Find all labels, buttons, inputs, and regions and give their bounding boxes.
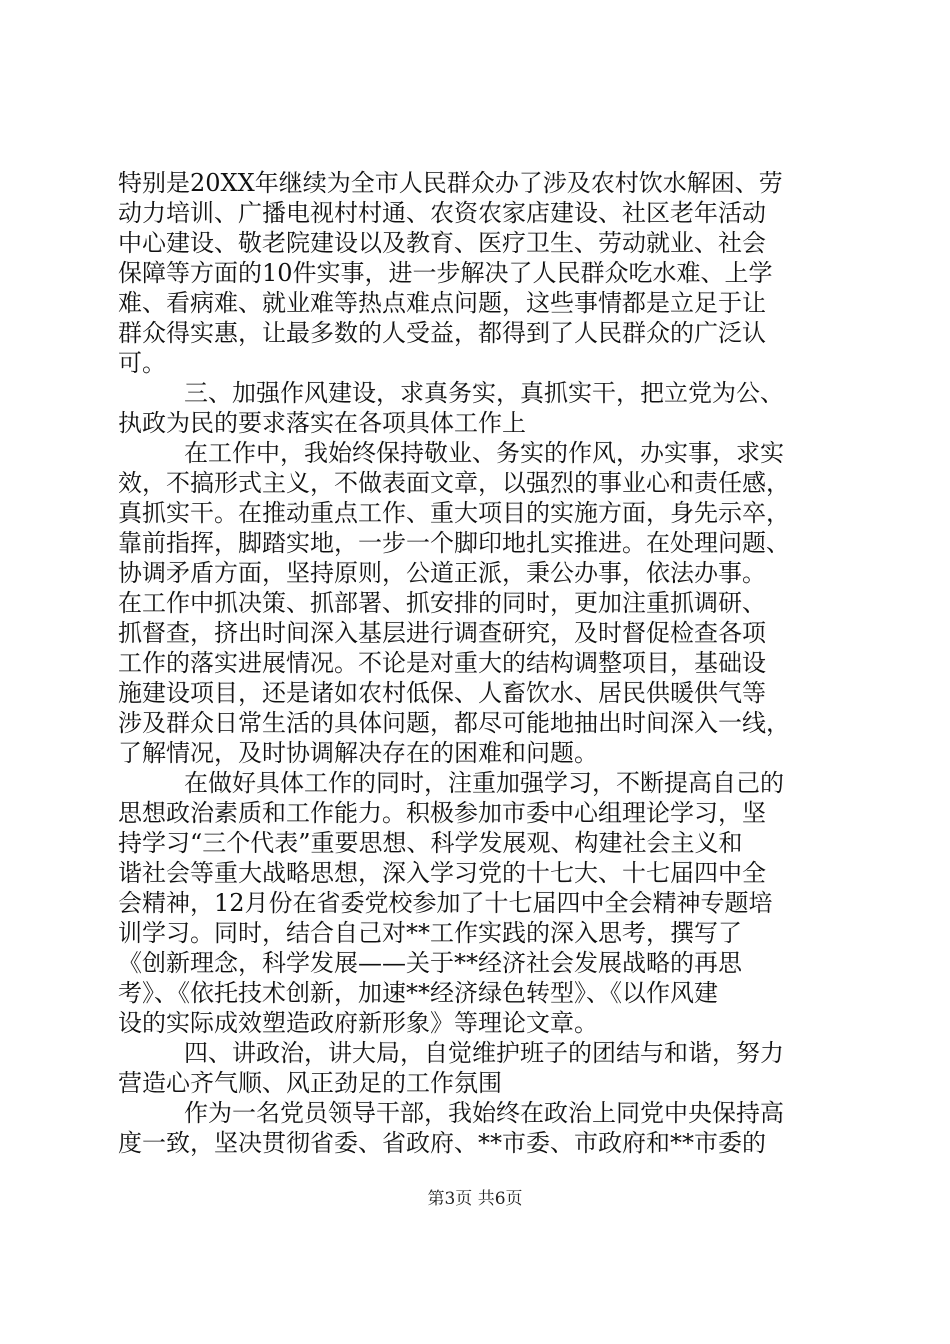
text-line: 度一致，坚决贯彻省委、省政府、**市委、市政府和**市委的: [118, 1129, 766, 1157]
text-line: 工作的落实进展情况。不论是对重大的结构调整项目，基础设: [118, 649, 766, 677]
section-heading-continued: 营造心齐气顺、风正劲足的工作氛围: [118, 1069, 502, 1097]
text-line: 涉及群众日常生活的具体问题，都尽可能地抽出时间深入一线，: [118, 709, 790, 737]
text-line: 施建设项目，还是诸如农村低保、人畜饮水、居民供暖供气等: [118, 679, 766, 707]
text-line: 抓督查，挤出时间深入基层进行调查研究，及时督促检查各项: [118, 619, 766, 647]
text-line: 考》、《依托技术创新，加速**经济绿色转型》、《以作风建: [118, 979, 718, 1007]
paragraph-start: 在做好具体工作的同时，注重加强学习，不断提高自己的: [184, 769, 784, 797]
text-line: 真抓实干。在推动重点工作、重大项目的实施方面，身先示卒，: [118, 499, 790, 527]
text-line: 动力培训、广播电视村村通、农资农家店建设、社区老年活动: [118, 199, 766, 227]
text-line: 中心建设、敬老院建设以及教育、医疗卫生、劳动就业、社会: [118, 229, 766, 257]
text-line: 在工作中抓决策、抓部署、抓安排的同时，更加注重抓调研、: [118, 589, 766, 617]
text-line: 可。: [118, 349, 166, 377]
text-line: 难、看病难、就业难等热点难点问题，这些事情都是立足于让: [118, 289, 766, 317]
text-line: 保障等方面的10件实事，进一步解决了人民群众吃水难、上学: [118, 259, 773, 287]
section-heading: 三、加强作风建设，求真务实，真抓实干，把立党为公、: [184, 379, 784, 407]
section-heading-continued: 执政为民的要求落实在各项具体工作上: [118, 409, 526, 437]
text-line: 持学习“三个代表”重要思想、科学发展观、构建社会主义和: [118, 829, 743, 857]
text-line: 设的实际成效塑造政府新形象》等理论文章。: [118, 1009, 598, 1037]
text-line: 《创新理念，科学发展——关于**经济社会发展战略的再思: [118, 949, 742, 977]
page-footer: 第3页 共6页: [427, 1189, 523, 1209]
text-line: 会精神，12月份在省委党校参加了十七届四中全会精神专题培: [118, 889, 773, 917]
text-line: 靠前指挥，脚踏实地，一步一个脚印地扎实推进。在处理问题、: [118, 529, 790, 557]
text-line: 了解情况，及时协调解决存在的困难和问题。: [118, 739, 598, 767]
text-line: 思想政治素质和工作能力。积极参加市委中心组理论学习，坚: [118, 799, 766, 827]
text-line: 训学习。同时，结合自己对**工作实践的深入思考，撰写了: [118, 919, 742, 947]
section-heading: 四、讲政治，讲大局，自觉维护班子的团结与和谐，努力: [184, 1039, 784, 1067]
text-line: 效，不搞形式主义，不做表面文章，以强烈的事业心和责任感，: [118, 469, 790, 497]
text-line: 协调矛盾方面，坚持原则，公道正派，秉公办事，依法办事。: [118, 559, 766, 587]
text-line: 谐社会等重大战略思想，深入学习党的十七大、十七届四中全: [118, 859, 766, 887]
paragraph-start: 作为一名党员领导干部，我始终在政治上同党中央保持高: [184, 1099, 784, 1127]
text-line: 特别是20XX年继续为全市人民群众办了涉及农村饮水解困、劳: [118, 169, 783, 197]
paragraph-start: 在工作中，我始终保持敬业、务实的作风，办实事，求实: [184, 439, 784, 467]
text-line: 群众得实惠，让最多数的人受益，都得到了人民群众的广泛认: [118, 319, 766, 347]
